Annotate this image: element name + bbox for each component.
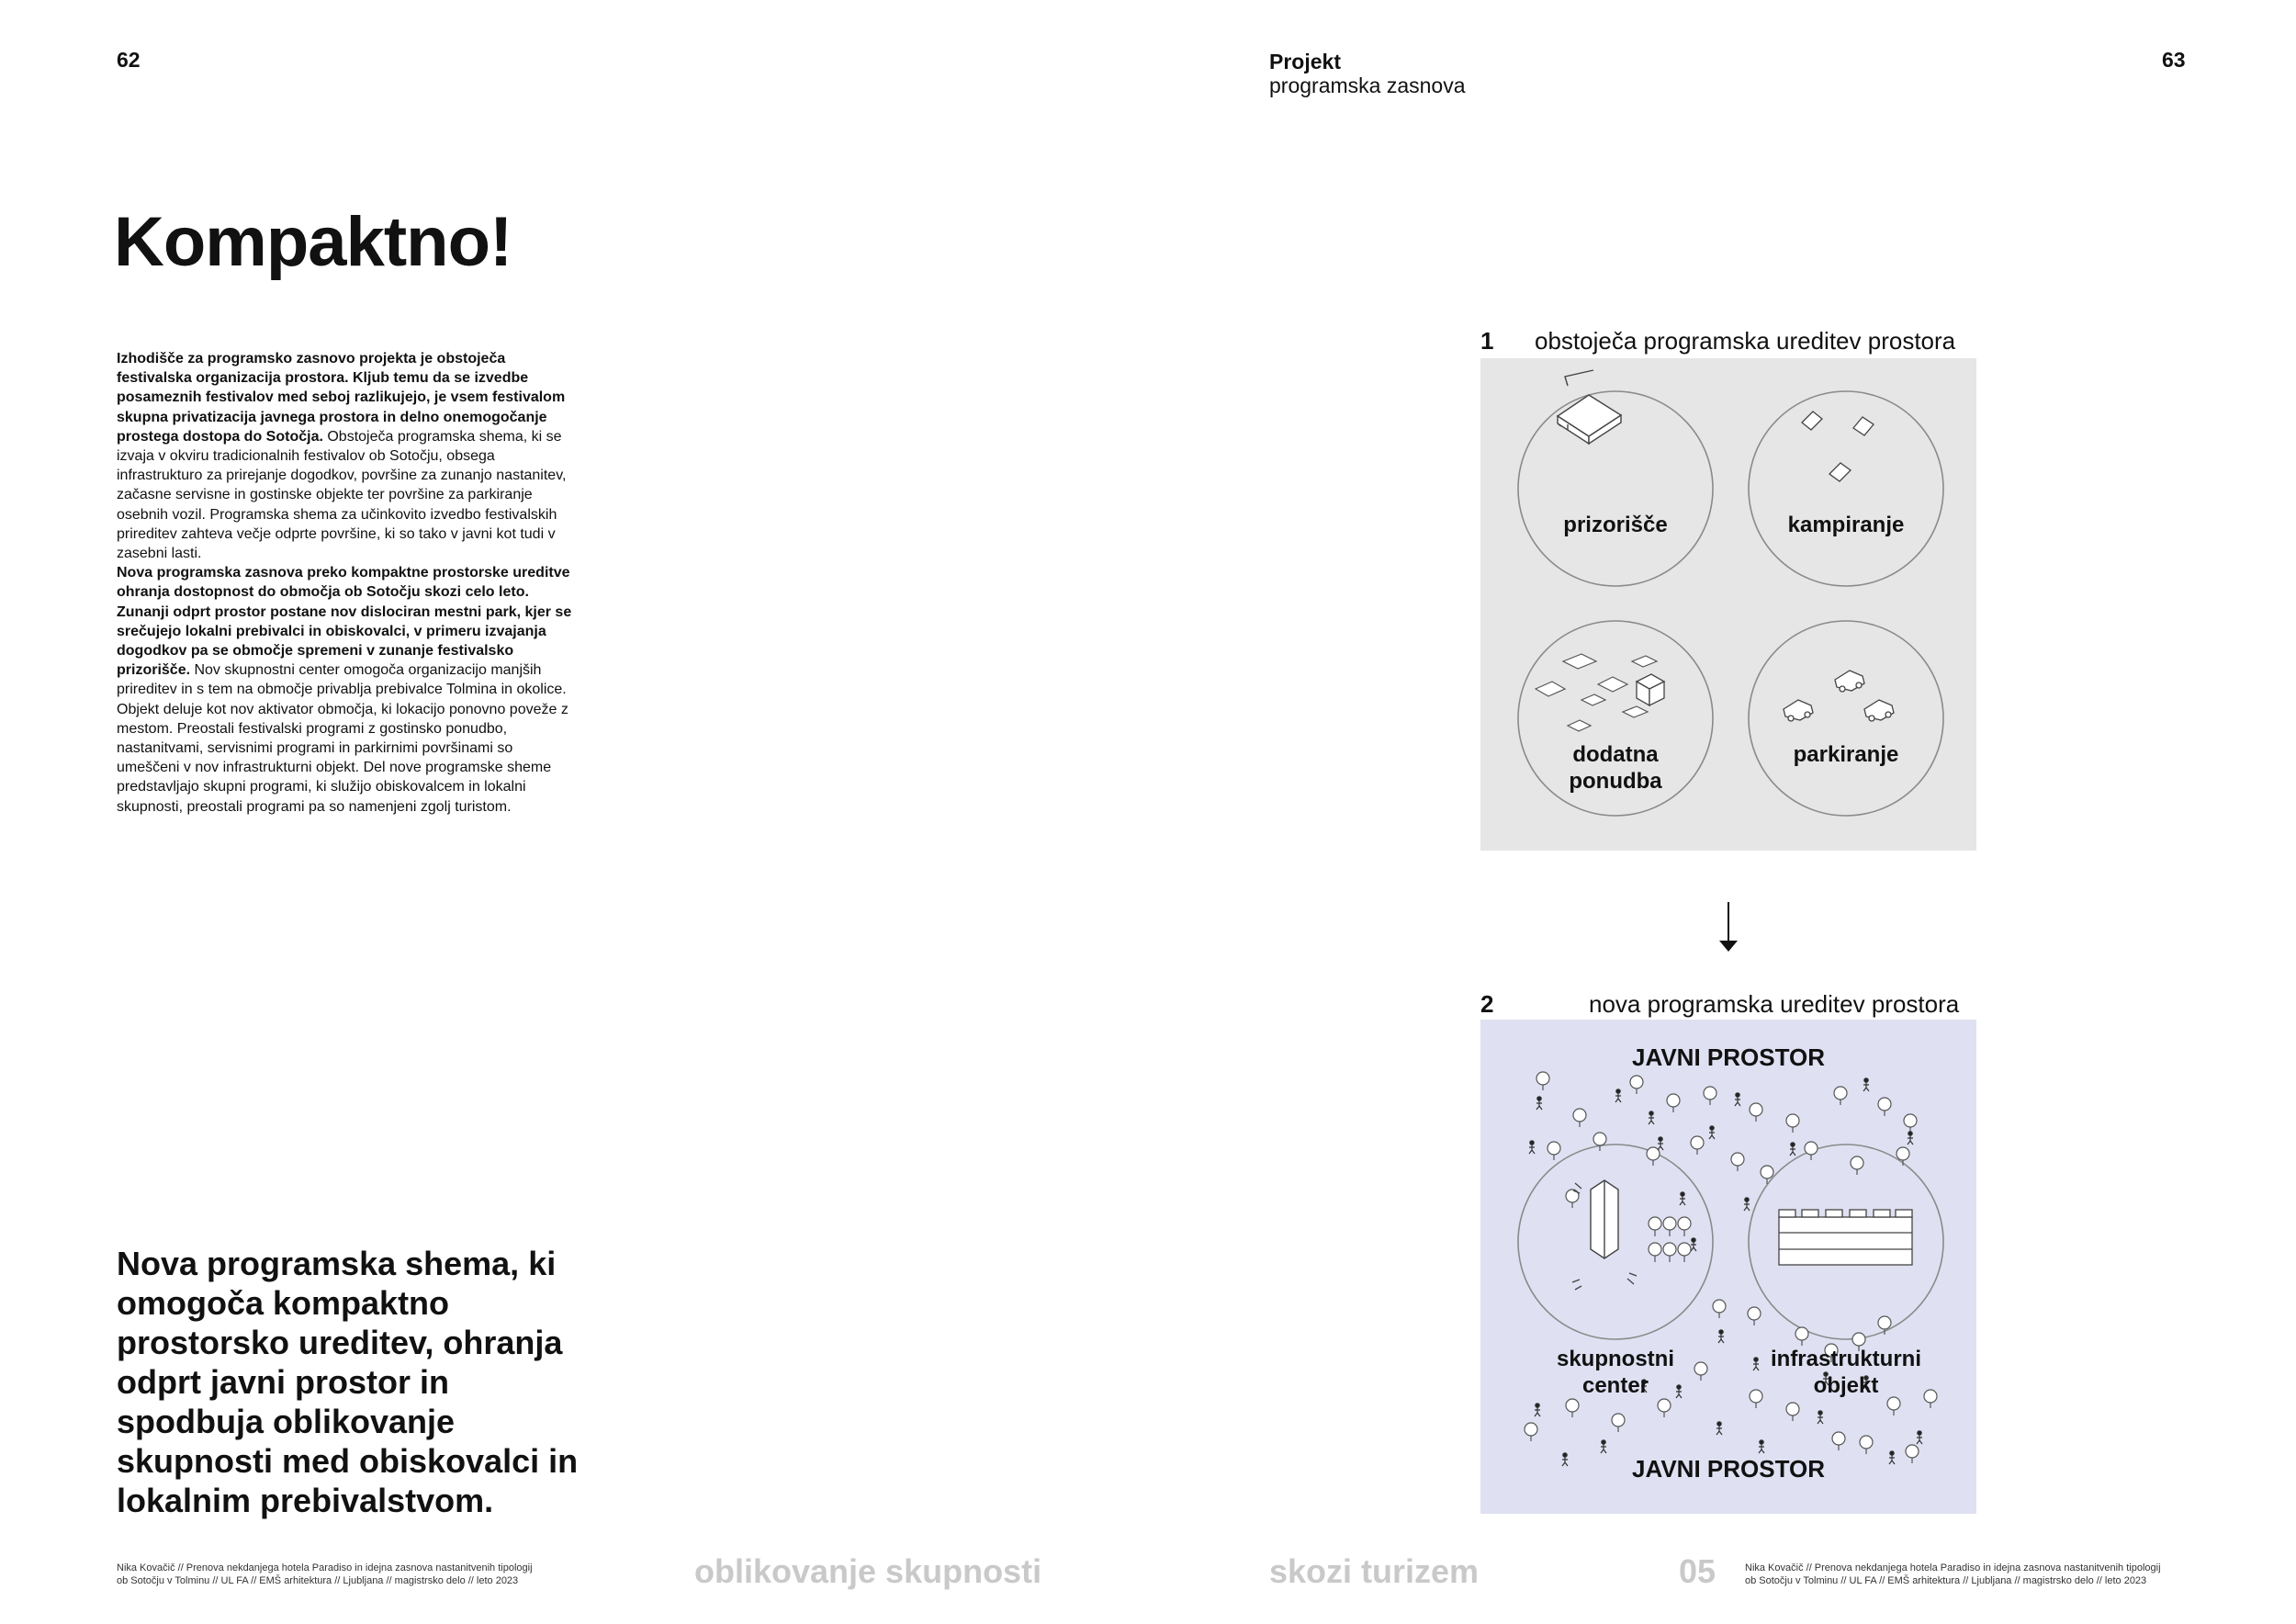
big-kiosk-icon xyxy=(1637,674,1664,705)
diagram-1-title: obstoječa programska ureditev prostora xyxy=(1535,327,1956,355)
infrastructure-building-icon xyxy=(1779,1210,1912,1265)
label-extra-line1: dodatna xyxy=(1572,742,1659,767)
label-extra-line2: ponudba xyxy=(1569,769,1662,794)
running-header xyxy=(1269,50,1466,97)
footer-tag-right: skozi turizem xyxy=(1269,1552,1480,1590)
footer-chapter-number: 05 xyxy=(1679,1552,1716,1590)
body-text-bold-2: Nova programska zasnova preko kompaktne prostorske ureditve ohranja dostopnost do območja ob Sotočju skozi celo leto. Zunanji odprt prostor postane nov dislociran mestni park, kjer se srečujejo lokalni prebivalci in obiskovalci, v primeru izvajanja dogodkov pa se območje spremeni v zunanje festivalsko prizorišče. xyxy=(117,565,572,679)
body-paragraph xyxy=(117,349,576,817)
body-text-1: Obstoječa programska shema, ki se izvaja v okviru tradicionalnih festivalov ob Sotočju, obsega infrastrukturo za prirejanje dogodkov, površine za zunanjo nastanitev, začasne servisne in gostinske objekte ter površine za parkiranje osebnih vozil. Programska shema za učinkovito izvedbo festivalskih prireditev zahteva večje odprte površine, ki so tako v javni kot tudi v zasebni lasti. xyxy=(117,428,567,562)
footer-tag-left: oblikovanje skupnosti xyxy=(694,1552,1042,1590)
footer-credit-right-line2: ob Sotočju v Tolminu // UL FA // EMŠ arhitektura // Ljubljana // magistrsko delo // leto 2023 xyxy=(1745,1575,2147,1586)
diagram-1-background xyxy=(1480,358,1976,851)
section-subtitle: programska zasnova xyxy=(1269,73,1466,97)
diagram-2-title: nova programska ureditev prostora xyxy=(1589,990,1960,1018)
label-public-bottom: JAVNI PROSTOR xyxy=(1632,1455,1825,1483)
footer-credit-right-line1: Nika Kovačič // Prenova nekdanjega hotela Paradiso in idejna zasnova nastanitvenih tipologij xyxy=(1745,1562,2161,1573)
down-arrow-icon xyxy=(1716,902,1741,953)
diagram-2-new xyxy=(1480,1020,1976,1514)
label-public-top: JAVNI PROSTOR xyxy=(1632,1043,1825,1071)
body-text-bold-1: Izhodišče za programsko zasnovo projekta je obstoječa festivalska organizacija prostora. Kljub temu da se izvedbe posameznih festivalov med seboj razlikujejo, je vsem festivalom skupna privatizacija javnega prostora in delno onemogočanje prostega dostopa do Sotočja. xyxy=(117,351,566,445)
page-number-right: 63 xyxy=(2162,48,2186,72)
community-building-icon xyxy=(1591,1180,1618,1258)
label-infra-line2: objekt xyxy=(1813,1373,1879,1398)
diagram-2-background xyxy=(1480,1020,1976,1514)
page-title: Kompaktno! xyxy=(114,203,512,281)
diagram-2-number: 2 xyxy=(1480,990,1494,1018)
body-text-2: Nov skupnostni center omogoča organizacijo manjših prireditev in s tem na območje privablja prebivalce Tolmina in okolice. Objekt deluje kot nov aktivator območja, ki lokacijo ponovno poveže z mestom. Preostali festivalski programi z gostinsko ponudbo, nastanitvami, servisnimi programi in parkirnimi površinami so umeščeni v nov infrastrukturni objekt. Del nove programske sheme predstavljajo skupni programi, ki služijo obiskovalcem in lokalni skupnosti, preostali programi pa so namenjeni zgolj turistom. xyxy=(117,662,568,815)
diagram-1-existing xyxy=(1480,358,1976,851)
label-camping: kampiranje xyxy=(1787,513,1905,537)
section-title: Projekt xyxy=(1269,50,1341,73)
label-parking: parkiranje xyxy=(1793,742,1899,767)
footer-credit-left-line1: Nika Kovačič // Prenova nekdanjega hotela Paradiso in idejna zasnova nastanitvenih tipologij xyxy=(117,1562,533,1573)
label-community-line2: center xyxy=(1581,1373,1649,1398)
label-community-line1: skupnostni xyxy=(1556,1347,1675,1371)
page-number-left: 62 xyxy=(117,48,141,72)
footer-credit-left xyxy=(117,1562,533,1587)
pull-quote: Nova programska shema, ki omogoča kompaktno prostorsko ureditev, ohranja odprt javni prostor in spodbuja oblikovanje skupnosti med obiskovalci in lokalnim prebivalstvom. xyxy=(117,1245,579,1519)
label-stage: prizorišče xyxy=(1563,513,1668,537)
diagram-1-number: 1 xyxy=(1480,327,1494,355)
footer-credit-left-line2: ob Sotočju v Tolminu // UL FA // EMŠ arhitektura // Ljubljana // magistrsko delo // leto 2023 xyxy=(117,1575,519,1586)
label-infra-line1: infrastrukturni xyxy=(1770,1347,1922,1371)
footer-credit-right xyxy=(1745,1562,2161,1587)
